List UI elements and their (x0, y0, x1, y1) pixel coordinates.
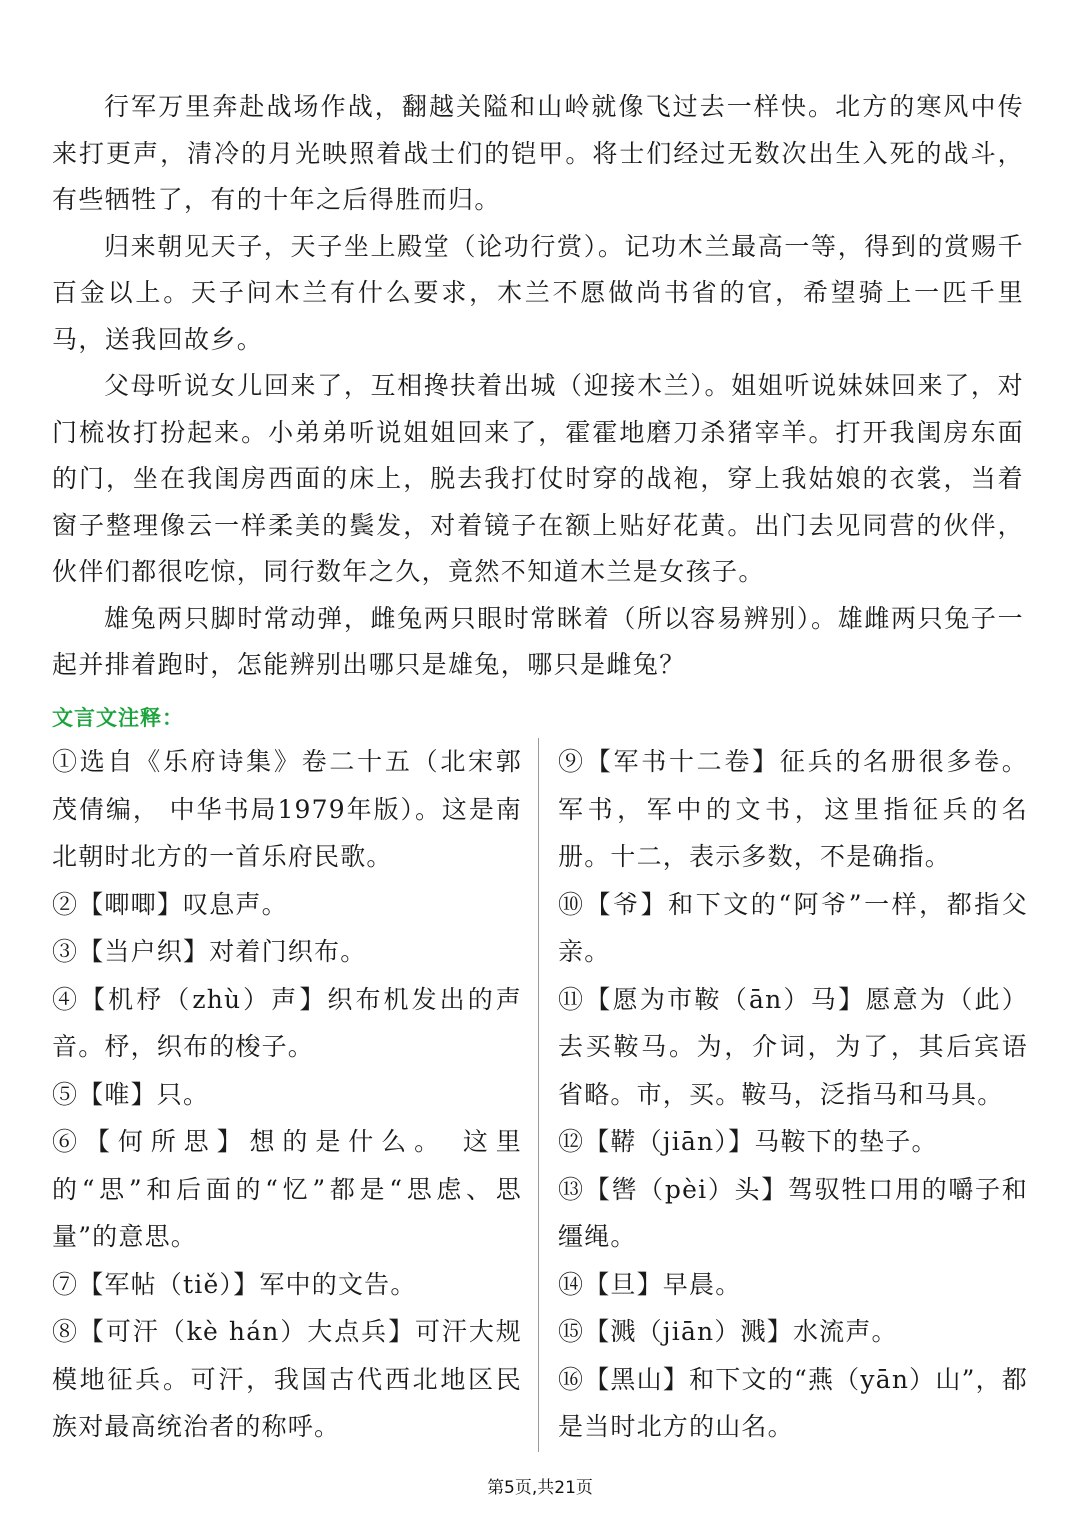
note-item: ②【唧唧】叹息声。 (52, 889, 288, 919)
notes-left-column (52, 738, 522, 1451)
translation-paragraph-3: 父母听说女儿回来了，互相搀扶着出城（迎接木兰）。姐姐听说妹妹回来了，对门梳妆打扮起来。小弟弟听说姐姐回来了，霍霍地磨刀杀猪宰羊。打开我闺房东面的门，坐在我闺房西面的床上，脱去我打仗时穿的战袍，穿上我姑娘的衣裳，当着窗子整理像云一样柔美的鬓发，对着镜子在额上贴好花黄。出门去见同营的伙伴，伙伴们都很吃惊，同行数年之久，竟然不知道木兰是女孩子。 (52, 371, 1024, 586)
note-item: ①选自《乐府诗集》卷二十五（北宋郭茂倩编， 中华书局1979年版）。这是南北朝时北方的一首乐府民歌。 (52, 747, 522, 871)
column-divider (538, 738, 539, 1452)
note-item: ⑤【唯】只。 (52, 1079, 210, 1109)
note-item: ⑫【鞯（jiān）】马鞍下的垫子。 (558, 1127, 938, 1156)
note-item: ⑯【黑山】和下文的“燕（yān）山”，都是当时北方的山名。 (558, 1364, 1028, 1441)
page-indicator: 第5页,共21页 (487, 1478, 593, 1498)
notes-right-column (558, 738, 1028, 1451)
translation-paragraph-1: 行军万里奔赴战场作战，翻越关隘和山岭就像飞过去一样快。北方的寒风中传来打更声，清冷的月光映照着战士们的铠甲。将士们经过无数次出生入死的战斗，有些牺牲了，有的十年之后得胜而归。 (52, 92, 1024, 214)
note-item: ③【当户织】对着门织布。 (52, 937, 367, 966)
note-item: ⑨【军书十二卷】征兵的名册很多卷。军书，军中的文书，这里指征兵的名册。十二，表示多数，不是确指。 (558, 747, 1028, 871)
note-item: ⑦【军帖（tiě）】军中的文告。 (52, 1269, 417, 1299)
notes-heading: 文言文注释： (52, 706, 184, 730)
note-item: ⑭【旦】早晨。 (558, 1269, 742, 1299)
note-item: ④【机杼（zhù）声】织布机发出的声音。杼，织布的梭子。 (52, 984, 522, 1061)
note-item: ⑩【爷】和下文的“阿爷”一样，都指父亲。 (558, 889, 1028, 966)
note-item: ⑪【愿为市鞍（ān）马】愿意为（此）去买鞍马。为，介词，为了，其后宾语省略。市，买。鞍马，泛指马和马具。 (558, 984, 1028, 1109)
translation-text (52, 84, 1024, 689)
note-item: ⑥【何所思】想的是什么。 这里的“思”和后面的“忆”都是“思虑、思量”的意思。 (52, 1127, 522, 1251)
note-item: ⑧【可汗（kè hán）大点兵】可汗大规模地征兵。可汗，我国古代西北地区民族对最高统治者的称呼。 (52, 1317, 522, 1441)
note-item: ⑬【辔（pèi）头】驾驭牲口用的嚼子和缰绳。 (558, 1174, 1028, 1251)
note-item: ⑮【溅（jiān）溅】水流声。 (558, 1317, 898, 1346)
translation-paragraph-2: 归来朝见天子，天子坐上殿堂（论功行赏）。记功木兰最高一等，得到的赏赐千百金以上。天子问木兰有什么要求，木兰不愿做尚书省的官，希望骑上一匹千里马，送我回故乡。 (52, 231, 1024, 354)
translation-paragraph-4: 雄兔两只脚时常动弹，雌兔两只眼时常眯着（所以容易辨别）。雄雌两只兔子一起并排着跑时，怎能辨别出哪只是雄兔，哪只是雌兔？ (52, 603, 1024, 679)
